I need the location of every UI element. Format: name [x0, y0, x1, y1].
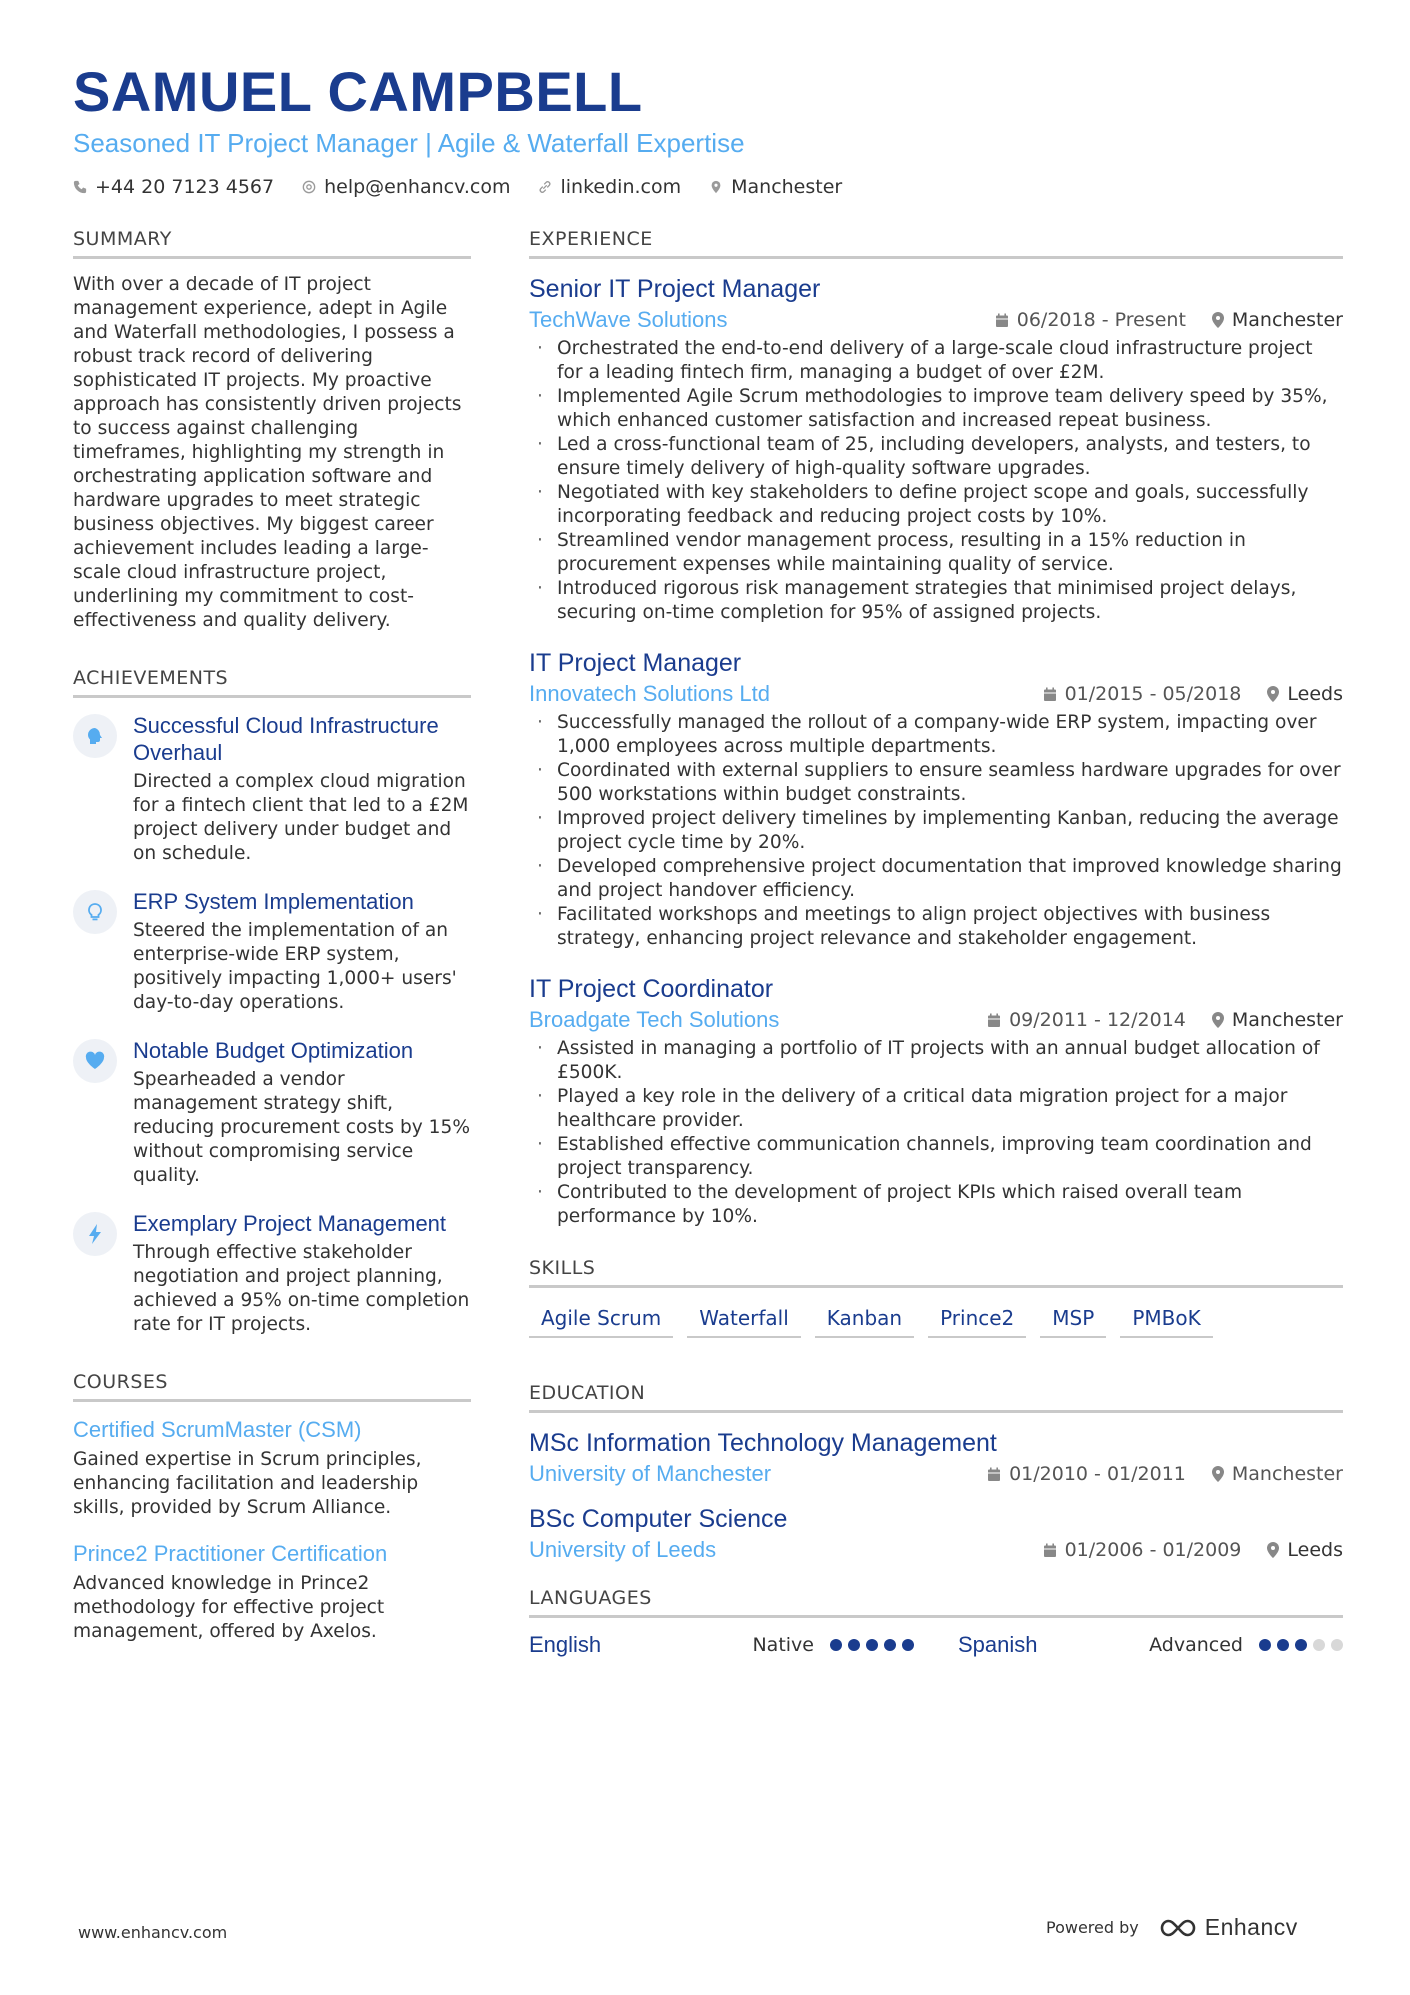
job-title: Senior IT Project Manager [529, 275, 821, 303]
location-pin-icon [1212, 1012, 1224, 1028]
rating-dot-filled [830, 1639, 842, 1651]
achievement-desc: Through effective stakeholder negotiation and project planning, achieved a 95% on-time completion rate for IT projects. [133, 1242, 470, 1335]
enhancv-logo-icon [1159, 1917, 1197, 1939]
skill-tag: Waterfall [687, 1302, 801, 1338]
job-location: Manchester [1231, 309, 1343, 331]
job-entry [529, 647, 1343, 951]
job-bullets [529, 1037, 1343, 1229]
job-entry [529, 973, 1343, 1229]
calendar-icon [987, 1013, 1001, 1028]
list-item: · Streamlined vendor management process, resulting in a 15% reduction in procurement expenses while maintaining quality of service. [529, 529, 1343, 577]
achievements-heading: ACHIEVEMENTS [73, 667, 471, 698]
candidate-name: SAMUEL CAMPBELL [73, 60, 643, 123]
contact-phone[interactable] [73, 176, 274, 198]
education-entry [529, 1427, 1343, 1487]
list-item: · Improved project delivery timelines by implementing Kanban, reducing the average project cycle time by 20%. [529, 807, 1343, 855]
language-name: English [529, 1632, 602, 1657]
skill-tag: Prince2 [928, 1302, 1026, 1338]
list-item: · Introduced rigorous risk management strategies that minimised project delays, securing on-time completion for 95% of assigned projects. [529, 577, 1343, 625]
course-title: Certified ScrumMaster (CSM) [73, 1417, 362, 1442]
list-item: · Assisted in managing a portfolio of IT projects with an annual budget allocation of £500K. [529, 1037, 1343, 1085]
job-bullets [529, 337, 1343, 625]
language-rating-dots [1259, 1639, 1343, 1651]
job-location: Leeds [1287, 683, 1343, 705]
list-item: · Developed comprehensive project documentation that improved knowledge sharing and project handover efficiency. [529, 855, 1343, 903]
list-item: · Implemented Agile Scrum methodologies to improve team delivery speed by 35%, which enhanced customer satisfaction and increased repeat business. [529, 385, 1343, 433]
achievement-title: Notable Budget Optimization [133, 1038, 414, 1063]
job-dates: 06/2018 - Present [1016, 309, 1186, 331]
achievement-desc: Spearheaded a vendor management strategy shift, reducing procurement costs by 15% without compromising service quality. [133, 1069, 471, 1186]
rating-dot-filled [866, 1639, 878, 1651]
linkedin-text: linkedin.com [560, 176, 682, 198]
languages-list [529, 1632, 1343, 1658]
calendar-icon [1043, 687, 1057, 702]
list-item: · Played a key role in the delivery of a critical data migration project for a major healthcare provider. [529, 1085, 1343, 1133]
list-item: · Negotiated with key stakeholders to define project scope and goals, successfully incorporating feedback and reducing project costs by 10%. [529, 481, 1343, 529]
language-level: Advanced [1149, 1634, 1243, 1656]
calendar-icon [995, 313, 1009, 328]
contact-bar [73, 176, 1353, 198]
skills-list [529, 1302, 1343, 1338]
left-column [73, 228, 471, 1678]
phone-text: +44 20 7123 4567 [95, 176, 275, 198]
contact-location [709, 176, 842, 198]
achievement-desc: Directed a complex cloud migration for a fintech client that led to a £2M project delivery under budget and on schedule. [133, 771, 469, 864]
achievement-item [73, 1037, 471, 1188]
calendar-icon [987, 1467, 1001, 1482]
contact-linkedin[interactable] [538, 176, 681, 198]
rating-dot-filled [848, 1639, 860, 1651]
skill-tag: MSP [1040, 1302, 1106, 1338]
languages-section [529, 1587, 1343, 1658]
skill-tag: PMBoK [1120, 1302, 1212, 1338]
lightbulb-icon [73, 890, 117, 934]
education-section [529, 1382, 1343, 1563]
footer-branding [1046, 1914, 1298, 1941]
education-dates: 01/2010 - 01/2011 [1009, 1463, 1186, 1485]
language-name: Spanish [958, 1632, 1038, 1657]
candidate-title: Seasoned IT Project Manager | Agile & Waterfall Expertise [73, 128, 745, 158]
rating-dot-filled [1259, 1639, 1271, 1651]
achievements-section [73, 667, 471, 1337]
location-text: Manchester [731, 176, 843, 198]
experience-heading: EXPERIENCE [529, 228, 1343, 259]
achievement-title: ERP System Implementation [133, 889, 414, 914]
job-bullets [529, 711, 1343, 951]
achievement-title: Successful Cloud Infrastructure Overhaul [133, 713, 439, 765]
rating-dot-filled [1277, 1639, 1289, 1651]
heart-icon [73, 1039, 117, 1083]
location-pin-icon [1212, 1466, 1224, 1482]
job-dates: 09/2011 - 12/2014 [1009, 1009, 1186, 1031]
list-item: · Facilitated workshops and meetings to align project objectives with business strategy, enhancing project relevance and stakeholder engagement. [529, 903, 1343, 951]
list-item: · Contributed to the development of project KPIs which raised overall team performance by 10%. [529, 1181, 1343, 1229]
courses-section [73, 1371, 471, 1644]
language-item [958, 1632, 1343, 1658]
course-title: Prince2 Practitioner Certification [73, 1541, 388, 1566]
rating-dot-filled [902, 1639, 914, 1651]
summary-text: With over a decade of IT project management experience, adept in Agile and Waterfall methodologies, I possess a robust track record of delivering sophisticated IT projects. My proactive approach has consistently driven projects to success against challenging timeframes, highlighting my strength in orchestrating application software and hardware upgrades to meet strategic business objectives. My biggest career achievement includes leading a large-scale cloud infrastructure project, underlining my commitment to cost-effectiveness and quality delivery. [73, 274, 462, 631]
calendar-icon [1043, 1543, 1057, 1558]
brand-logo[interactable] [1159, 1914, 1298, 1941]
skills-section [529, 1257, 1343, 1338]
course-desc: Gained expertise in Scrum principles, enhancing facilitation and leadership skills, provided by Scrum Alliance. [73, 1449, 422, 1518]
footer-website[interactable]: www.enhancv.com [78, 1923, 228, 1942]
school-name: University of Manchester [529, 1461, 772, 1486]
job-location: Manchester [1231, 1009, 1343, 1031]
summary-heading: SUMMARY [73, 228, 471, 259]
contact-email[interactable] [302, 176, 510, 198]
education-location: Leeds [1287, 1539, 1343, 1561]
achievement-desc: Steered the implementation of an enterprise-wide ERP system, positively impacting 1,000+ users' day-to-day operations. [133, 920, 457, 1013]
location-pin-icon [1212, 312, 1224, 328]
job-title: IT Project Coordinator [529, 975, 774, 1003]
list-item: · Coordinated with external suppliers to ensure seamless hardware upgrades for over 500 workstations within budget constraints. [529, 759, 1343, 807]
courses-heading: COURSES [73, 1371, 471, 1402]
rating-dot-empty [1331, 1639, 1343, 1651]
degree-title: BSc Computer Science [529, 1505, 788, 1533]
education-dates: 01/2006 - 01/2009 [1064, 1539, 1242, 1561]
rating-dot-empty [1313, 1639, 1325, 1651]
job-dates: 01/2015 - 05/2018 [1064, 683, 1242, 705]
experience-section [529, 228, 1343, 1229]
achievement-title: Exemplary Project Management [133, 1211, 447, 1236]
course-desc: Advanced knowledge in Prince2 methodology for effective project management, offered by Axelos. [73, 1573, 385, 1642]
location-pin-icon [1267, 686, 1279, 702]
location-pin-icon [709, 180, 723, 194]
email-text: help@enhancv.com [324, 176, 511, 198]
brain-icon [73, 714, 117, 758]
phone-icon [73, 180, 87, 194]
resume-header [73, 62, 1353, 198]
course-item [73, 1540, 471, 1644]
bolt-icon [73, 1212, 117, 1256]
degree-title: MSc Information Technology Management [529, 1429, 997, 1457]
location-pin-icon [1267, 1542, 1279, 1558]
job-company: Innovatech Solutions Ltd [529, 681, 770, 706]
list-item: · Established effective communication channels, improving team coordination and project transparency. [529, 1133, 1343, 1181]
rating-dot-filled [884, 1639, 896, 1651]
at-icon [302, 180, 316, 194]
brand-name: Enhancv [1204, 1914, 1298, 1940]
skills-heading: SKILLS [529, 1257, 1343, 1288]
skill-tag: Agile Scrum [529, 1302, 673, 1338]
education-location: Manchester [1231, 1463, 1343, 1485]
achievement-item [73, 712, 471, 866]
skill-tag: Kanban [815, 1302, 914, 1338]
achievement-item [73, 888, 471, 1015]
list-item: · Successfully managed the rollout of a company-wide ERP system, impacting over 1,000 employees across multiple departments. [529, 711, 1343, 759]
list-item: · Led a cross-functional team of 25, including developers, analysts, and testers, to ensure timely delivery of high-quality software upgrades. [529, 433, 1343, 481]
school-name: University of Leeds [529, 1537, 717, 1562]
achievement-item [73, 1210, 471, 1337]
list-item: · Orchestrated the end-to-end delivery of a large-scale cloud infrastructure project for a leading fintech firm, managing a budget of over £2M. [529, 337, 1343, 385]
language-rating-dots [830, 1639, 914, 1651]
job-company: Broadgate Tech Solutions [529, 1007, 780, 1032]
language-item [529, 1632, 914, 1658]
summary-section [73, 228, 471, 633]
rating-dot-filled [1295, 1639, 1307, 1651]
job-company: TechWave Solutions [529, 307, 728, 332]
course-item [73, 1416, 471, 1520]
education-heading: EDUCATION [529, 1382, 1343, 1413]
language-level: Native [752, 1634, 814, 1656]
powered-by-label: Powered by [1046, 1918, 1139, 1937]
job-title: IT Project Manager [529, 649, 742, 677]
education-entry [529, 1503, 1343, 1563]
right-column [529, 228, 1343, 1692]
link-icon [538, 180, 552, 194]
job-entry [529, 273, 1343, 625]
languages-heading: LANGUAGES [529, 1587, 1343, 1618]
